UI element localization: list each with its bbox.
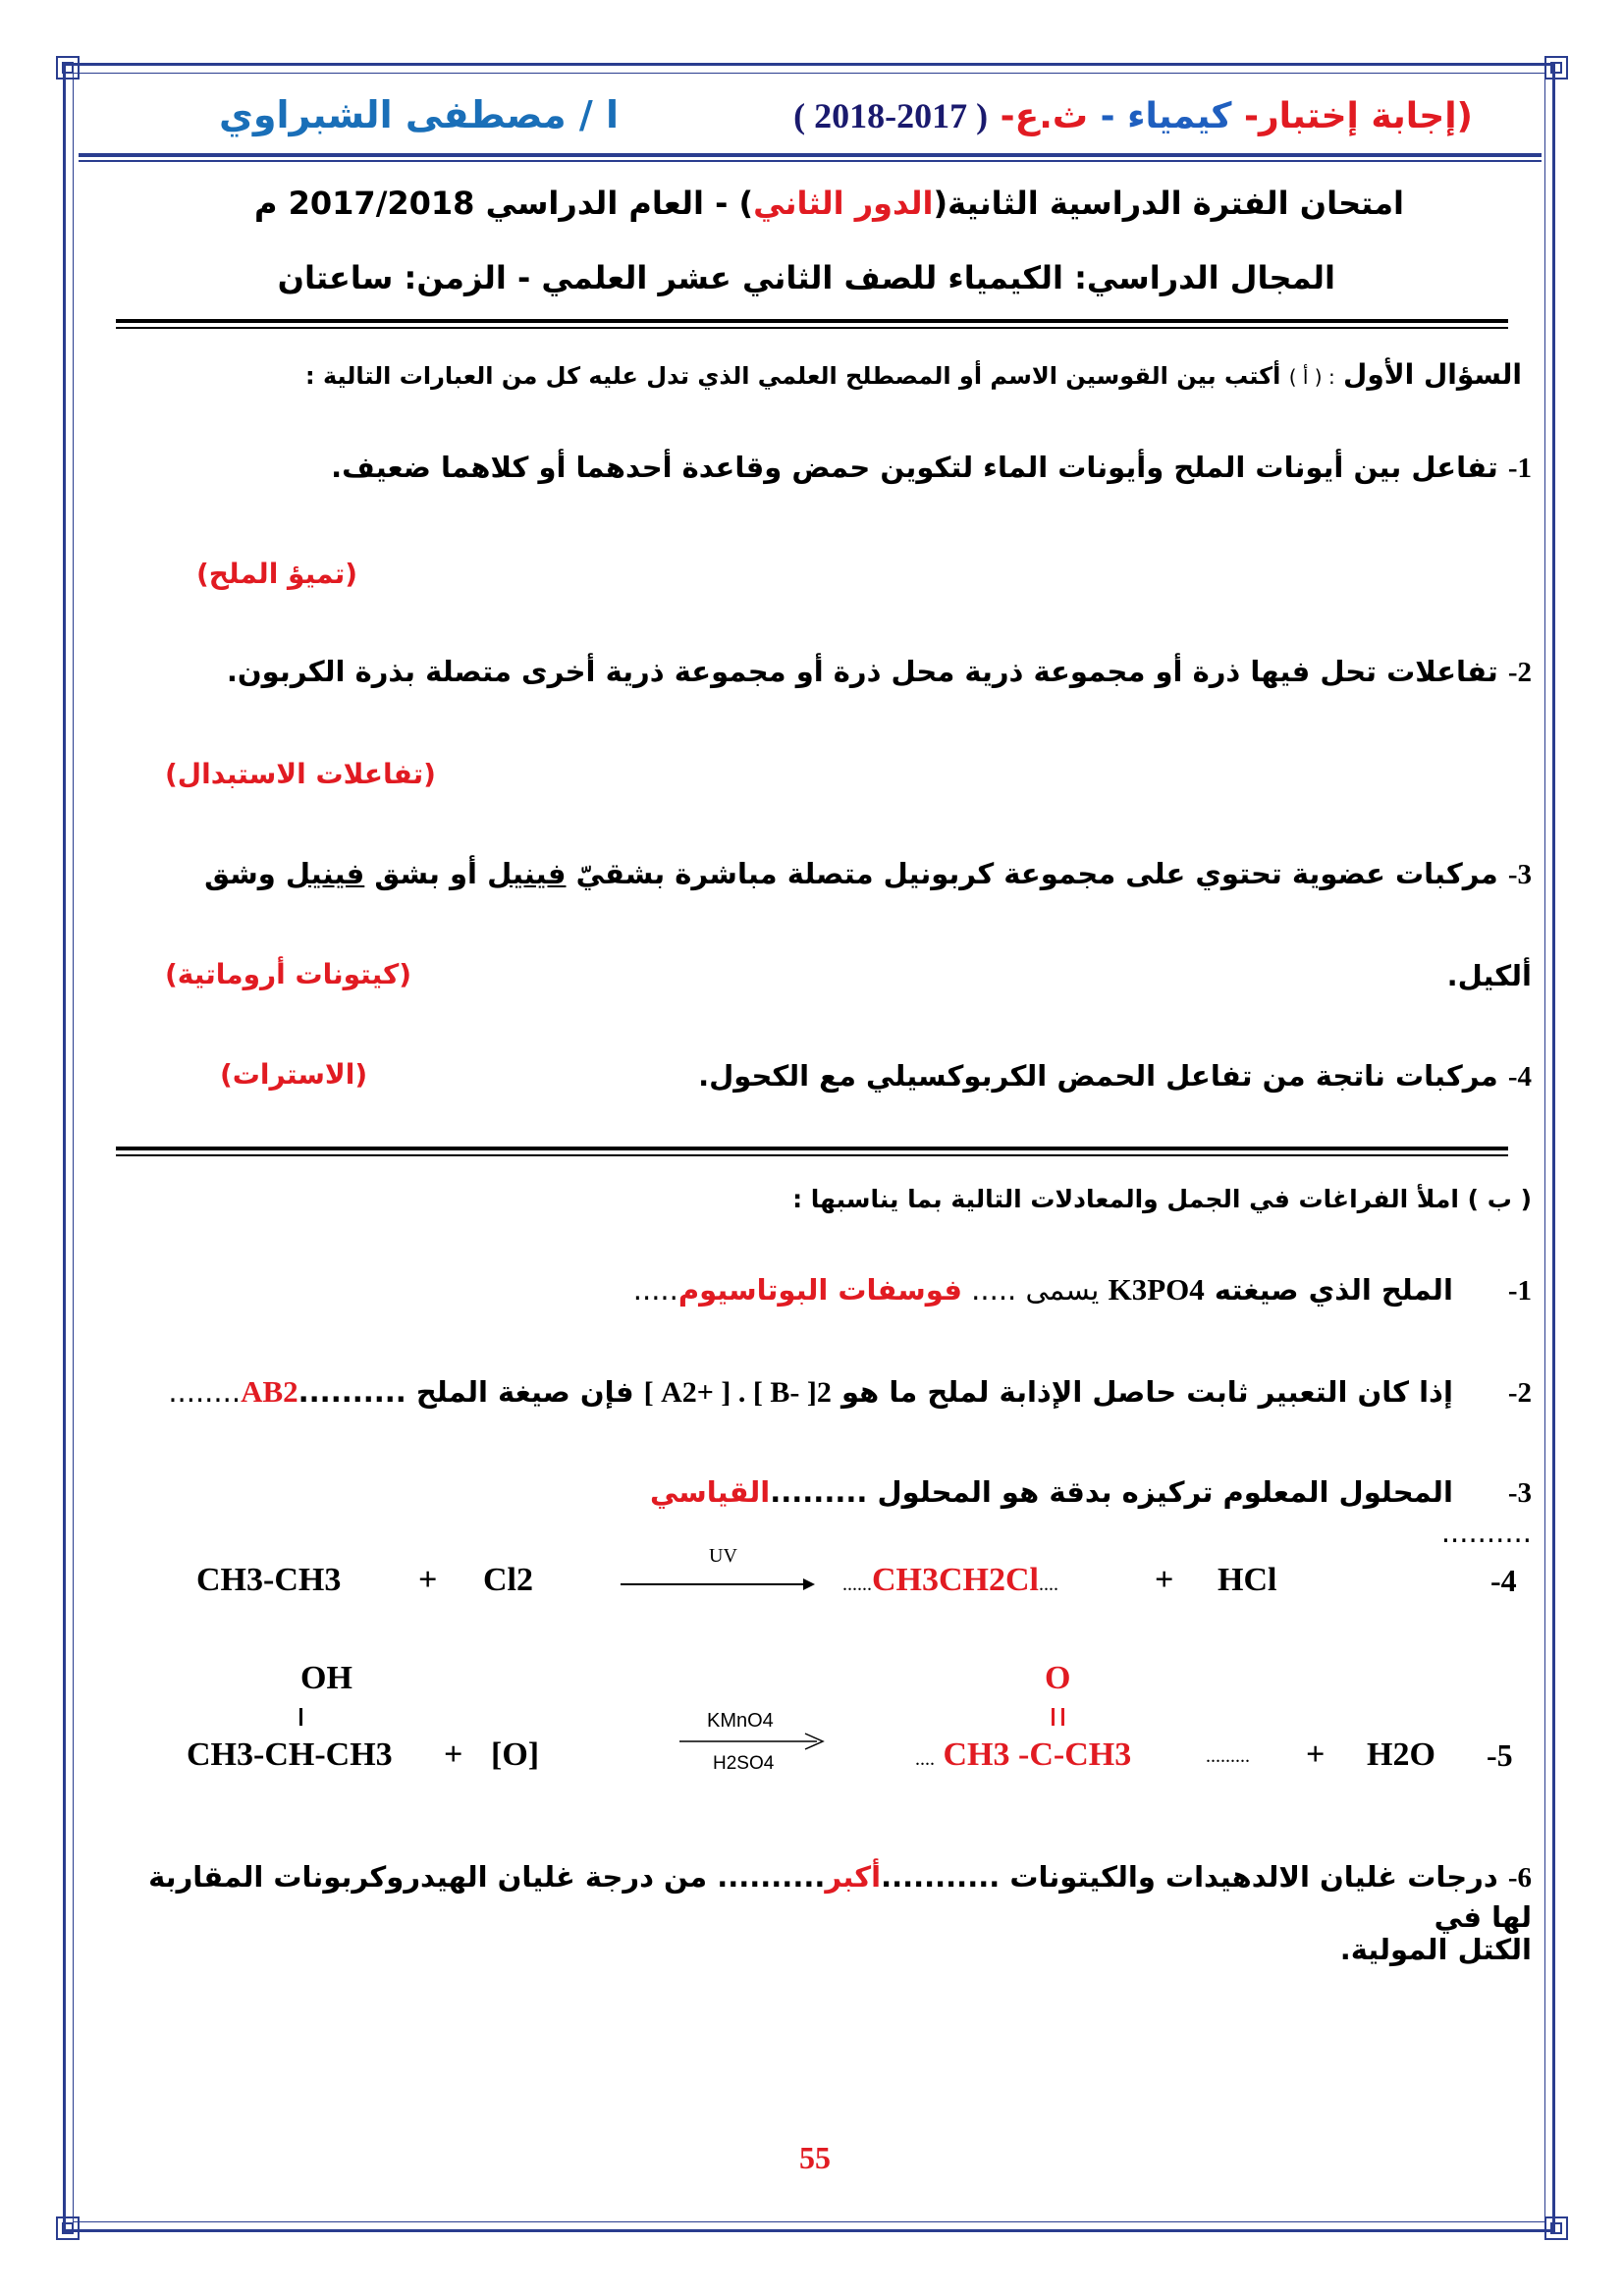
section-rule (116, 1147, 1508, 1150)
eq4-reactant1: CH3-CH3 (196, 1562, 342, 1598)
section-rule (116, 319, 1508, 323)
section-rule-thin (116, 327, 1508, 329)
page-number: 55 (799, 2140, 831, 2175)
q1-heading: السؤال الأول : ( أ ) أكتب بين القوسين الاسم أو المصطلح العلمي الذي تدل عليه كل من العبارات التالية : (305, 358, 1522, 391)
eq5-condition-top: KMnO4 (707, 1710, 774, 1732)
eq5-double-bond (1061, 1708, 1064, 1726)
q2-item-6: 6- درجات غليان الالدهيدات والكيتونات ...........أكبر.......... من درجة غليان الهيدروكربونات المقاربة لها في (148, 1860, 1532, 1934)
section-rule-thin (116, 1154, 1508, 1156)
q1-item-3: 3- مركبات عضوية تحتوي على مجموعة كربونيل متصلة مباشرة بشقيّ فينيل أو بشق فينيل وشق (204, 857, 1532, 890)
q1-item-2: 2- تفاعلات تحل فيها ذرة أو مجموعة ذرية محل ذرة أو مجموعة ذرية أخرى متصلة بذرة الكربون. (226, 655, 1532, 688)
eq5-water: H2O (1367, 1736, 1435, 1773)
eq4-product2: HCl (1218, 1562, 1277, 1598)
reaction-arrow-icon (621, 1576, 817, 1595)
eq5-number: -5 (1487, 1737, 1513, 1773)
q1-item-4: 4- مركبات ناتجة من تفاعل الحمض الكربوكسيلي مع الكحول. (698, 1059, 1532, 1093)
eq5-condition-bottom: H2SO4 (713, 1753, 775, 1774)
q2-item-1: 1- الملح الذي صيغته K3PO4 يسمى ..... فوسفات البوتاسيوم..... (632, 1272, 1532, 1307)
eq4-reactant2: Cl2 (483, 1562, 533, 1598)
corner-ornament-icon (55, 55, 81, 80)
exam-subject: المجال الدراسي: الكيمياء للصف الثاني عشر العلمي - الزمن: ساعتان (277, 259, 1335, 296)
corner-ornament-icon (55, 2216, 81, 2241)
eq5-oh: OH (300, 1660, 352, 1696)
q2-item-2: 2- إذا كان التعبير ثابت حاصل الإذابة لملح ما هو [ A2+ ] . [ B- ]2 فإن صيغة الملح ..........AB2........ (168, 1374, 1532, 1409)
q2-item-3: 3- المحلول المعلوم تركيزه بدقة هو المحلول .........القياسي .......... (649, 1475, 1532, 1549)
corner-ornament-icon (1543, 2216, 1569, 2241)
q2-item-6-cont: الكتل المولية. (1339, 1933, 1532, 1966)
q1-item-3-cont: ألكيل. (1446, 959, 1532, 992)
exam-title: امتحان الفترة الدراسية الثانية(الدور الثاني) - العام الدراسي 2017/2018 م (254, 185, 1404, 222)
eq5-product: .... CH3 -C-CH3 (915, 1736, 1132, 1773)
eq5-reactant: CH3-CH-CH3 (187, 1736, 393, 1773)
q1-answer-3: (كيتونات أروماتية) (165, 958, 412, 990)
reaction-arrow-icon (679, 1732, 827, 1755)
eq5-oxidant: [O] (491, 1736, 540, 1773)
page-header-title: (إجابة إختبار- كيمياء - ث.ع- ( 2017-2018 ) (793, 96, 1473, 136)
eq5-bond (299, 1708, 302, 1726)
eq5-plus2: + (1306, 1736, 1326, 1773)
eq4-condition: UV (709, 1545, 737, 1567)
header-rule (79, 153, 1542, 157)
corner-ornament-icon (1543, 55, 1569, 80)
eq4-number: -4 (1490, 1563, 1517, 1598)
eq4-plus: + (418, 1562, 438, 1598)
eq5-oxygen: O (1045, 1660, 1071, 1696)
eq5-dots: ......... (1206, 1745, 1250, 1767)
q1-item-1: 1- تفاعل بين أيونات الملح وأيونات الماء لتكوين حمض وقاعدة أحدهما أو كلاهما ضعيف. (331, 451, 1532, 484)
q1-answer-4: (الاسترات) (220, 1058, 368, 1091)
q1-answer-1: (تميؤ الملح) (196, 558, 358, 590)
eq5-double-bond (1052, 1708, 1055, 1726)
eq4-product: ......CH3CH2Cl.... (842, 1562, 1058, 1598)
eq4-plus2: + (1155, 1562, 1174, 1598)
q1-answer-2: (تفاعلات الاستبدال) (165, 758, 436, 790)
eq5-plus: + (444, 1736, 463, 1773)
page-header-author: ا / مصطفى الشبراوي (219, 93, 619, 136)
header-rule-thin (79, 160, 1542, 162)
q2-heading: ( ب ) املأ الفراغات في الجمل والمعادلات التالية بما يناسبها : (792, 1185, 1532, 1213)
